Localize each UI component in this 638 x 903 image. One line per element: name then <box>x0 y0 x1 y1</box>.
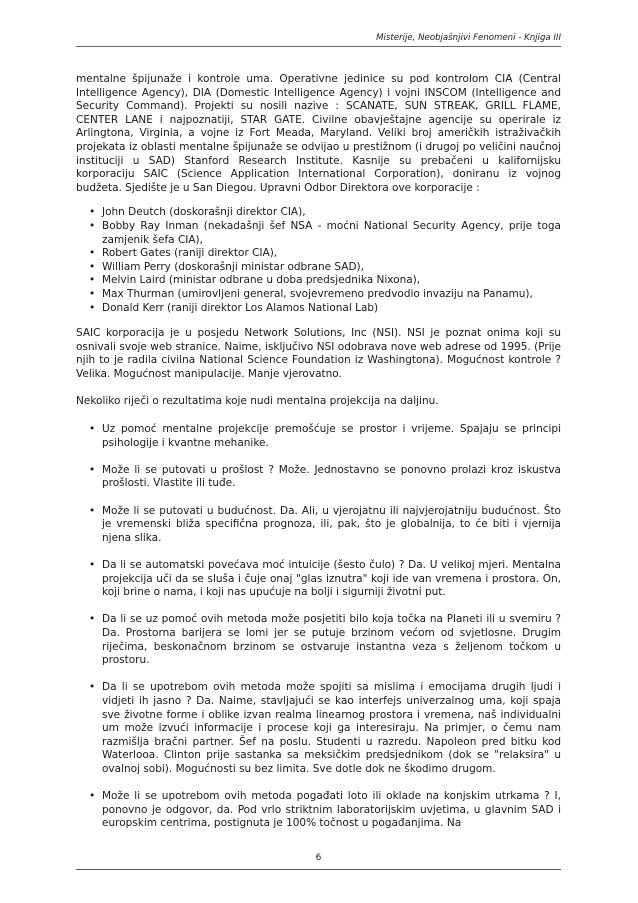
bullet-icon: • <box>89 681 96 694</box>
intro-paragraph: mentalne špijunaže i kontrole uma. Operativne jedinice su pod kontrolom CIA (Central Intelligence Agency), DIA (Domestic Intelligence Agency) i vojni INSCOM (Intelligence and Security Command). Projekti su nosili nazive : SCANATE, SUN STREAK, GRILL FLAME, CENTER LANE i najpoznatiji, STAR GATE. Civilne obavještajne agencije su operirale iz Arlingtona, Virginia, a vojne iz Fort Meada, Maryland. Veliki broj američkih istraživačkih projekata iz oblasti mentalne špijunaže se odvijao u prestižnom (i drugoj po veličini naučnoj instituciji u SAD) Stanford Research Institute. Kasnije su prebačeni u kalifornijsku korporaciju SAIC (Science Application International Corporation), doniranu iz vojnog budžeta. Sjedište je u San Diegou. Upravni Odbor Direktora ove korporacije : <box>76 73 561 194</box>
bullet-icon: • <box>89 423 96 436</box>
bullet-icon: • <box>89 287 96 300</box>
page-number: 6 <box>315 853 322 863</box>
bullet-icon: • <box>89 301 96 314</box>
directors-list <box>76 206 561 315</box>
list-item: • Robert Gates (raniji direktor CIA), <box>89 247 278 260</box>
bullet-icon: • <box>89 247 96 260</box>
results-list <box>76 423 561 831</box>
running-header: Misterije, Neobjašnjivi Fenomeni - Knjiga III <box>376 33 561 43</box>
list-item: • Može li se putovati u prošlost ? Može. Jednostavno se ponovno prolazi kroz iskustva prošlosti. Vlastite ili tuđe. <box>89 463 561 490</box>
list-item: • Donald Kerr (raniji direktor Los Alamos National Lab) <box>89 301 379 314</box>
bullet-icon: • <box>89 274 96 287</box>
bullet-icon: • <box>89 504 96 517</box>
list-item: • Može li se upotrebom ovih metoda pogađati loto ili oklade na konjskim utrkama ? I, ponovno je odgovor, da. Pod vrlo striktnim laboratorijskim uvjetima, u glavnim SAD i europskim centrima, postignuta je 100% točnost u pogađanjima. Na <box>89 790 561 830</box>
results-lead-paragraph: Nekoliko riječi o rezultatima koje nudi mentalna projekcija na daljinu. <box>76 395 439 408</box>
list-item: • Da li se uz pomoć ovih metoda može posjetiti bilo koja točka na Planeti ili u svemiru ? Da. Prostorna barijera se lomi jer se putuje brzinom većom od svjetlosne. Drugim riječima, beskonačnom brzinom se ostvaruje instantna veza s željenom točkom u prostoru. <box>89 613 561 667</box>
list-item: • Uz pomoć mentalne projekcije premošćuje se prostor i vrijeme. Spajaju se principi psihologije i kvantne mehanike. <box>89 423 561 449</box>
bullet-icon: • <box>89 219 96 232</box>
bullet-icon: • <box>89 260 96 273</box>
nsi-paragraph: SAIC korporacija je u posjedu Network Solutions, Inc (NSI). NSI je poznat onima koji su osnivali svoje web stranice. Naime, isključivo NSI odobrava nove web adrese od 1995. (Prije njih to je radila civilna National Science Foundation iz Washingtona). Mogućnost kontrole ? Velika. Mogućnost manipulacije. Manje vjerovatno. <box>76 327 561 380</box>
list-item: • Da li se upotrebom ovih metoda može spojiti sa mislima i emocijama drugih ljudi i vidjeti ih jasno ? Da. Naime, stavljajući se kao interfejs univerzalnog uma, koji spaja sve životne forme i oblike izvan realma linearnog prostora i vremena, naš individualni um može izvući informacije i procese koji ga interesiraju. Na primjer, o čemu nam razmišlja bračni partner. Šef na poslu. Studenti u razredu. Napoleon pred bitku kod Waterlooa. Clinton prije sastanka sa meksičkim predsjednikom (dok se "relaksira" u ovalnoj sobi). Mogućnosti su bez limita. Sve dotle dok ne škodimo drugom. <box>89 681 561 775</box>
bullet-icon: • <box>89 790 96 803</box>
page-body <box>76 73 561 844</box>
list-item: • Može li se putovati u budućnost. Da. Ali, u vjerojatnu ili najvjerojatniju budućnost. Što je vremenski bliža specifična prognoza, ili, pak, što je globalnija, to će biti i vjernija njena slika. <box>89 504 561 544</box>
footer-divider <box>76 869 561 870</box>
list-item: • Da li se automatski povećava moć intuicije (šesto čulo) ? Da. U velikoj mjeri. Mentalna projekcija uči da se sluša i čuje onaj "glas iznutra" koji ide van vremena i prostora. On, koji brine o nama, i koji nas upućuje na bolji i sigurniji životni put. <box>89 559 561 599</box>
bullet-icon: • <box>89 206 96 219</box>
list-item: • William Perry (doskorašnji ministar odbrane SAD), <box>89 260 364 273</box>
list-item: • Melvin Laird (ministar odbrane u doba predsjednika Nixona), <box>89 274 421 287</box>
header-divider <box>76 46 561 47</box>
bullet-icon: • <box>89 463 96 476</box>
list-item: • John Deutch (doskorašnji direktor CIA), <box>89 206 306 219</box>
list-item: • Bobby Ray Inman (nekadašnji šef NSA - moćni National Security Agency, prije toga zamjenik šefa CIA), <box>89 219 561 246</box>
bullet-icon: • <box>89 613 96 626</box>
list-item: • Max Thurman (umirovljeni general, svojevremeno predvodio invaziju na Panamu), <box>89 287 533 300</box>
bullet-icon: • <box>89 559 96 571</box>
